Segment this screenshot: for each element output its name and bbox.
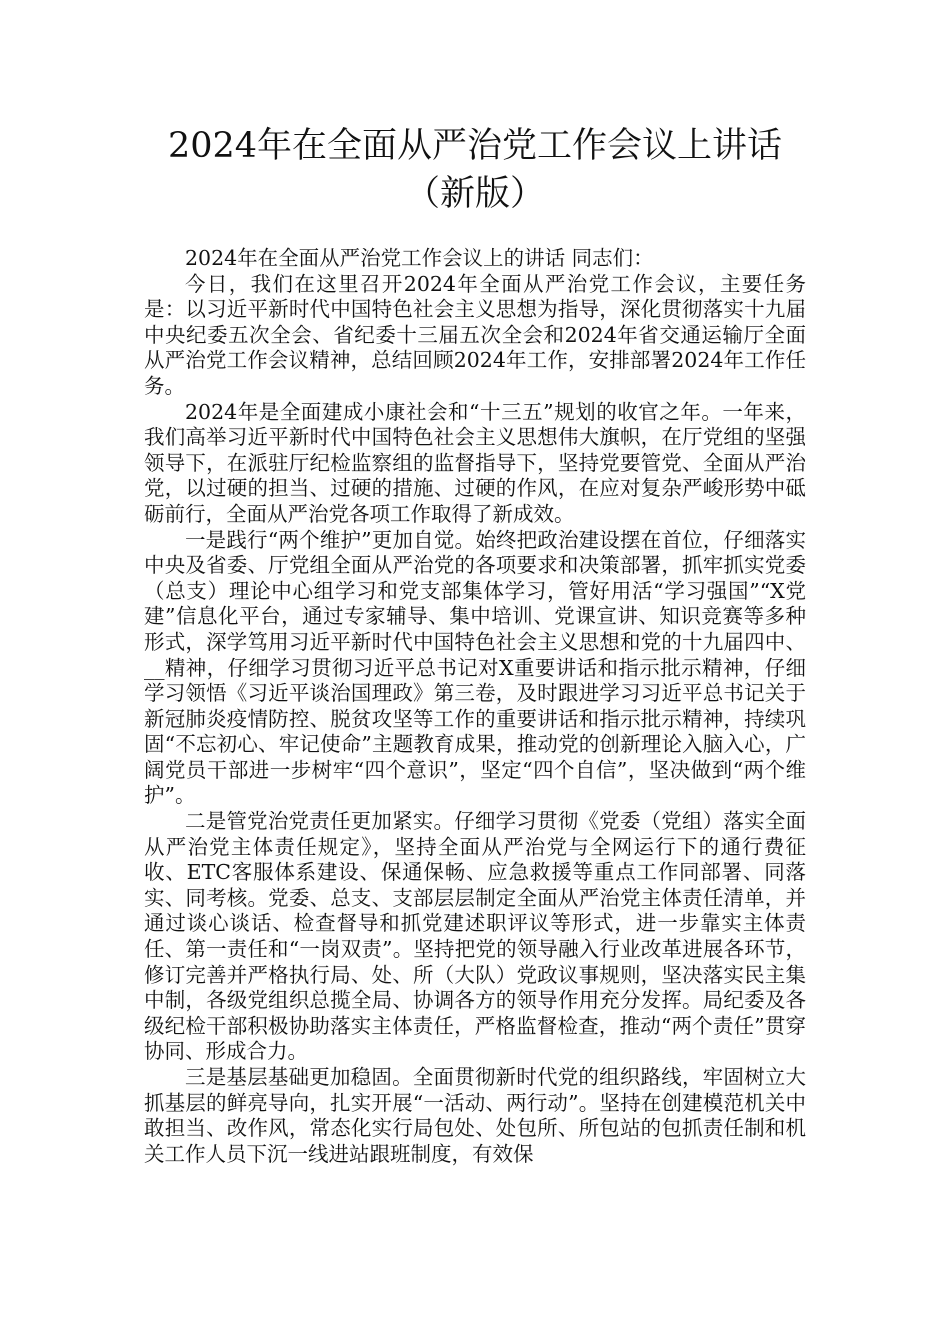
- paragraph-point-two: 二是管党治党责任更加紧实。仔细学习贯彻《党委（党组）落实全面从严治党主体责任规定》，坚持全面从严治党与全网运行下的通行费征收、ETC客服体系建设、保通保畅、应急救援等重点工作同部署、同落实、同考核。党委、总支、支部层层制定全面从严治党主体责任清单，并通过谈心谈话、检查督导和抓党建述职评议等形式，进一步靠实主体责任、第一责任和“一岗双责”。坚持把党的领导融入行业改革进展各环节，修订完善并严格执行局、处、所（大队）党政议事规则，坚决落实民主集中制，各级党组织总揽全局、协调各方的领导作用充分发挥。局纪委及各级纪检干部积极协助落实主体责任，严格监督检查，推动“两个责任”贯穿协同、形成合力。: [144, 809, 806, 1064]
- document-title: 2024年在全面从严治党工作会议上讲话: [167, 126, 783, 166]
- document-body: [144, 246, 806, 1167]
- paragraph-greeting: 2024年在全面从严治党工作会议上的讲话 同志们：: [185, 246, 654, 270]
- paragraph-review: 2024年是全面建成小康社会和“十三五”规划的收官之年。一年来，我们高举习近平新时代中国特色社会主义思想伟大旗帜，在厅党组的坚强领导下，在派驻厅纪检监察组的监督指导下，坚持党要管党、全面从严治党，以过硬的担当、过硬的措施、过硬的作风，在应对复杂严峻形势中砥砺前行，全面从严治党各项工作取得了新成效。: [144, 399, 806, 526]
- document-subtitle: （新版）: [404, 174, 545, 214]
- paragraph-point-one: 一是践行“两个维护”更加自觉。始终把政治建设摆在首位，仔细落实中央及省委、厅党组全面从严治党的各项要求和决策部署，抓牢抓实党委（总支）理论中心组学习和党支部集体学习，管好用活“学习强国”“X党建”信息化平台，通过专家辅导、集中培训、党课宣讲、知识竞赛等多种形式，深学笃用习近平新时代中国特色社会主义思想和党的十九届四中、__精神，仔细学习贯彻习近平总书记对X重要讲话和指示批示精神，仔细学习领悟《习近平谈治国理政》第三卷，及时跟进学习习近平总书记关于新冠肺炎疫情防控、脱贫攻坚等工作的重要讲话和指示批示精神，持续巩固“不忘初心、牢记使命”主题教育成果，推动党的创新理论入脑入心，广阔党员干部进一步树牢“四个意识”，坚定“四个自信”，坚决做到“两个维护”。: [144, 527, 806, 808]
- paragraph-point-three: 三是基层基础更加稳固。全面贯彻新时代党的组织路线，牢固树立大抓基层的鲜亮导向，扎实开展“一活动、两行动”。坚持在创建模范机关中敢担当、改作风，常态化实行局包处、处包所、所包站的包抓责任制和机关工作人员下沉一线进站跟班制度，有效保: [144, 1065, 806, 1166]
- paragraph-intro: 今日，我们在这里召开2024年全面从严治党工作会议，主要任务是：以习近平新时代中国特色社会主义思想为指导，深化贯彻落实十九届中央纪委五次全会、省纪委十三届五次全会和2024年省交通运输厅全面从严治党工作会议精神，总结回顾2024年工作，安排部署2024年工作任务。: [144, 271, 806, 398]
- document-page: [144, 122, 806, 1167]
